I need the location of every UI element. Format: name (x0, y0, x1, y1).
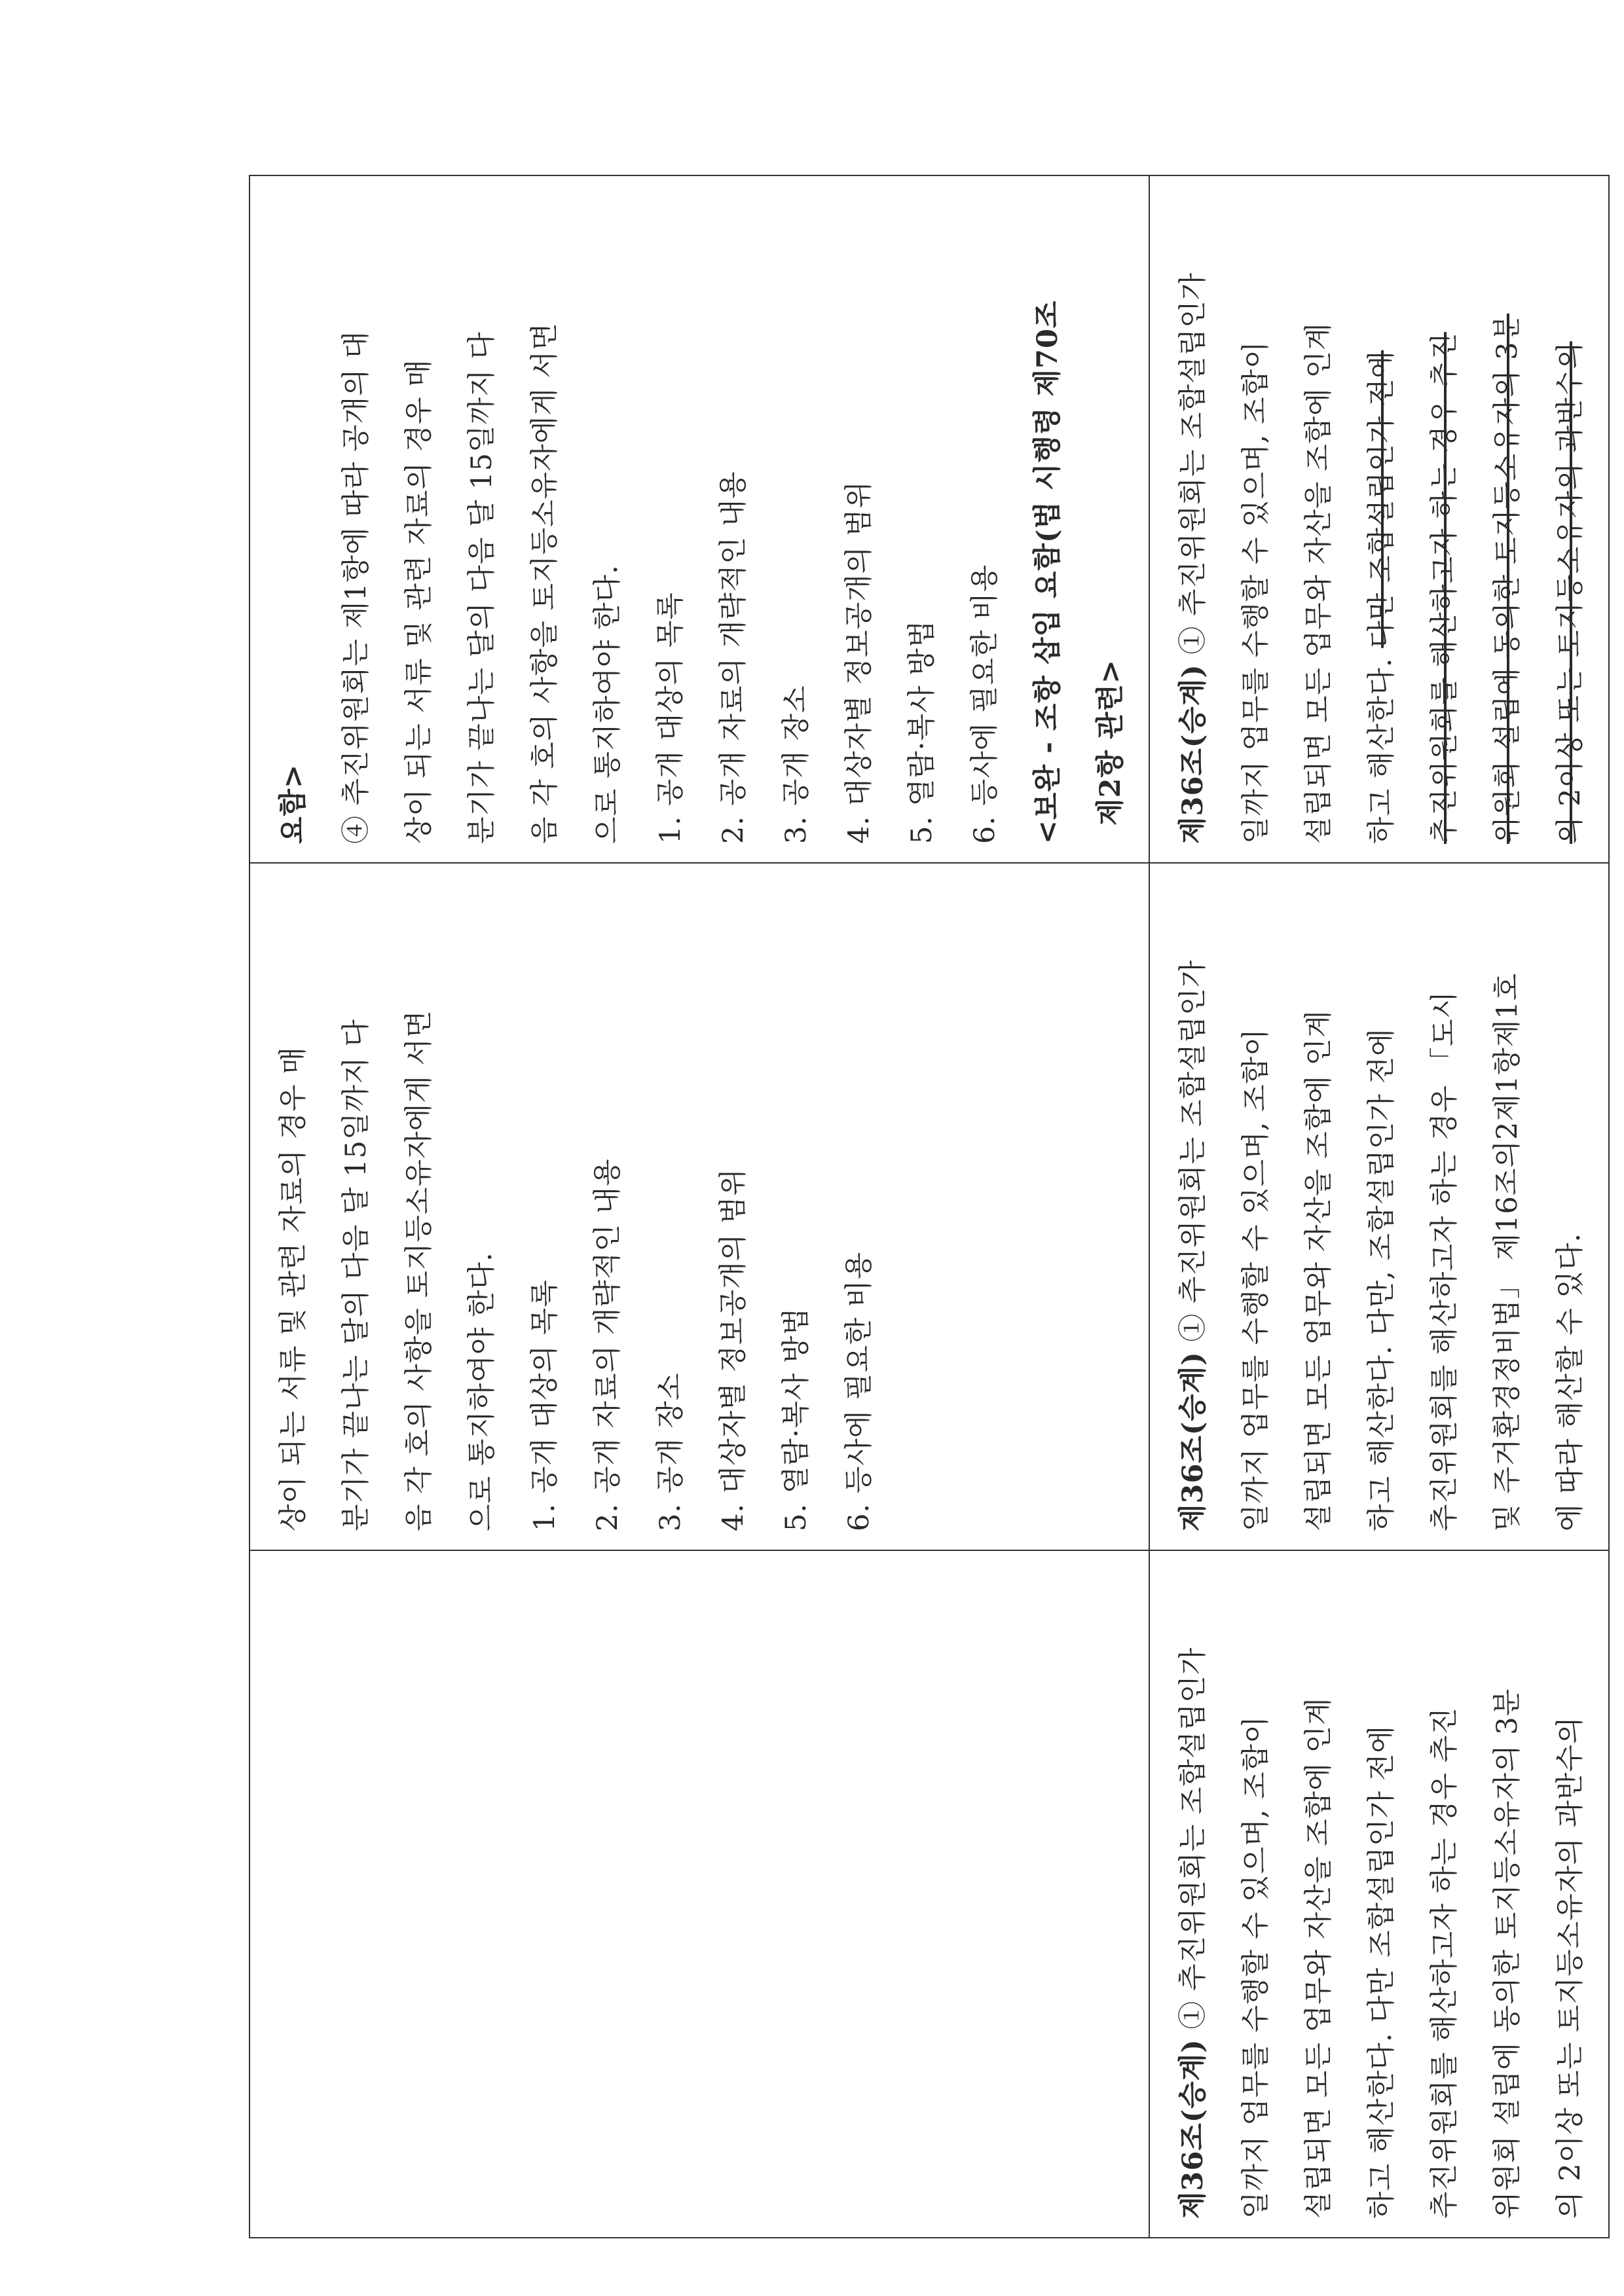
text-line: 설립되면 모든 업무와 자산을 조합에 인계 (1302, 1697, 1335, 2219)
article-first-line (1162, 881, 1225, 1531)
text-line: 위원회 설립에 동의한 토지등소유자의 3분 (1491, 1688, 1524, 2219)
struck-text-line: 추진위원회를 해산하고자 하는 경우 추진 (1428, 332, 1461, 844)
article-heading: 제36조(승계) (1177, 1351, 1209, 1531)
list-item: 5. 열람·복사 방법 (780, 1307, 813, 1531)
text-line: 하고 해산한다. 다만, 조합설립인가 전에 (1365, 1028, 1398, 1531)
text-line: 음 각 호의 사항을 토지등소유자에게 서면 (403, 1010, 435, 1531)
text-line: 으로 통지하여야 한다. (466, 1252, 498, 1531)
article-text: ① 추진위원회는 조합설립인가 (1177, 959, 1209, 1352)
text-line: 추진위원회를 해산하고자 하는 경우 추진 (1428, 1707, 1461, 2219)
revision-note-continued: 제2항 관련> (1094, 659, 1127, 826)
row2-middle-cell (1149, 863, 1609, 1550)
text-line: 상이 되는 서류 및 관련 자료의 경우 매 (403, 359, 435, 844)
text-line: 음 각 호의 사항을 토지등소유자에게 서면 (528, 322, 561, 844)
article-text: ① 추진위원회는 조합설립인가 (1177, 1647, 1209, 2039)
list-item: 4. 대상자별 정보공개의 범위 (843, 481, 876, 844)
text-line: 추진위원회를 해산하고자 하는 경우 「도시 (1428, 991, 1461, 1531)
list-item: 1. 공개 대상의 목록 (654, 592, 687, 844)
row1-middle-cell (249, 863, 1149, 1550)
list-item: 1. 공개 대상의 목록 (528, 1279, 561, 1531)
text-line: 분기가 끝나는 달의 다음 달 15일까지 다 (466, 331, 498, 844)
text-line: 및 주거환경정비법」 제16조의2제1항제1호 (1491, 972, 1524, 1531)
list-item: 6. 등사에 필요한 비용 (969, 564, 1001, 844)
list-item: 3. 공개 장소 (780, 685, 813, 844)
article-text: ① 추진위원회는 조합설립인가 (1177, 272, 1209, 665)
text-line: 분기가 끝나는 달의 다음 달 15일까지 다 (340, 1019, 373, 1531)
list-item: 4. 대상자별 정보공개의 범위 (717, 1168, 750, 1531)
table-row-2 (1149, 175, 1609, 2238)
struck-text-line: 위원회 설립에 동의한 토지등소유자의 3분 (1491, 313, 1524, 844)
text-line: 설립되면 모든 업무와 자산을 조합에 인계 (1302, 1010, 1335, 1531)
row1-left-cell (249, 1550, 1149, 2238)
cell-title: 요함> (277, 763, 310, 844)
article-first-line (1162, 1568, 1225, 2219)
text-line: 일까지 업무를 수행할 수 있으며, 조합이 (1240, 1028, 1272, 1531)
comparison-table (249, 175, 1610, 2238)
row2-right-cell (1149, 175, 1609, 863)
row2-left-cell (1149, 1550, 1609, 2238)
text-segment: 하고 해산한다. (1365, 647, 1398, 844)
text-line: 하고 해산한다. 다만 조합설립인가 전에 (1365, 1725, 1398, 2219)
text-line: ④ 추진위원회는 제1항에 따라 공개의 대 (340, 331, 373, 844)
article-first-line (1162, 193, 1225, 844)
text-line: 상이 되는 서류 및 관련 자료의 경우 매 (277, 1046, 310, 1531)
row1-right-cell (249, 175, 1149, 863)
table-row-1 (249, 175, 1149, 2238)
text-line: 설립되면 모든 업무와 자산을 조합에 인계 (1302, 322, 1335, 844)
list-item: 2. 공개 자료의 개략적인 내용 (591, 1158, 624, 1531)
list-item: 6. 등사에 필요한 비용 (843, 1251, 876, 1531)
text-line: 일까지 업무를 수행할 수 있으며, 조합이 (1240, 340, 1272, 844)
text-line: 으로 통지하여야 한다. (591, 564, 624, 844)
list-item: 3. 공개 장소 (654, 1372, 687, 1531)
text-line (1350, 193, 1413, 844)
list-item: 5. 열람·복사 방법 (906, 619, 938, 844)
article-heading: 제36조(승계) (1177, 664, 1209, 844)
text-line: 에 따라 해산할 수 있다. (1554, 1232, 1587, 1531)
text-line: 일까지 업무를 수행할 수 있으며, 조합이 (1240, 1715, 1272, 2219)
list-item: 2. 공개 자료의 개략적인 내용 (717, 471, 750, 844)
revision-note: <보완 - 조항 삽입 요함(법 시행령 제70조 (1031, 300, 1064, 844)
struck-text: 다만 조합설립인가 전에 (1365, 350, 1398, 648)
article-heading: 제36조(승계) (1177, 2039, 1209, 2219)
text-line: 의 2이상 또는 토지등소유자의 과반수의 (1554, 1716, 1587, 2219)
struck-text-line: 의 2이상 또는 토지등소유자의 과반수의 (1554, 341, 1587, 844)
